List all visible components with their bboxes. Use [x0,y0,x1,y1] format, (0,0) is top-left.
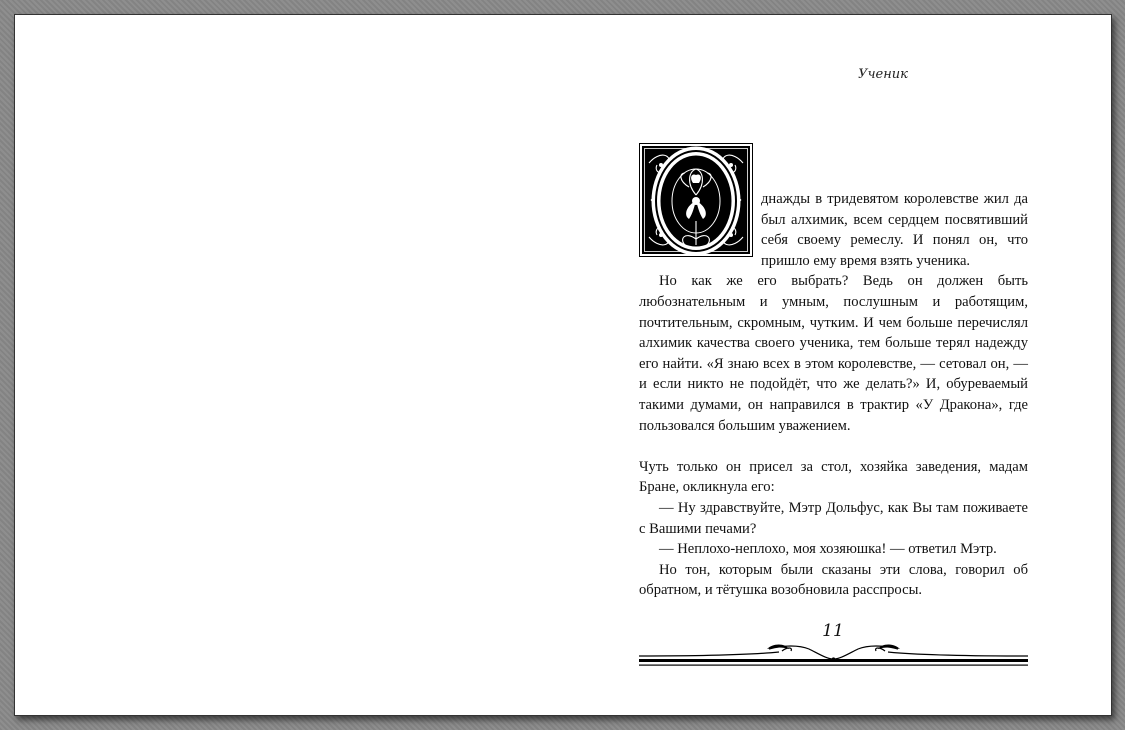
paragraph-6: Но тон, которым были сказаны эти слова, говорил об обратном, и тётушка возобновила расспросы. [639,561,1028,599]
ornamental-drop-cap [639,143,753,257]
paragraph-3: Чуть только он присел за стол, хозяйка заведения, мадам Бране, окликнула его: [639,458,1028,496]
decorative-swash-rule-icon [639,619,1028,669]
footer-ornament [639,619,1028,669]
floral-initial-o-icon [639,143,753,257]
page-number: 11 [822,621,844,641]
right-page [563,15,1111,715]
left-page-blank [15,15,563,715]
body-text [639,189,1028,601]
running-head: Ученик [858,67,908,82]
paragraph-1: днажды в тридевятом королевстве жил да был алхимик, всем сердцем посвятивший себя своему ремеслу. И понял он, что пришло ему время взять ученика. [761,191,1028,269]
book-spread [14,14,1112,716]
paragraph-4: — Ну здравствуйте, Мэтр Дольфус, как Вы там поживаете с Вашими печами? [639,499,1028,537]
paragraph-5: — Неплохо-неплохо, моя хозяюшка! — ответил Мэтр. [659,541,997,558]
paragraph-spacer [639,436,1028,457]
paragraph-2: Но как же его выбрать? Ведь он должен быть любознательным и умным, послушным и работящим, почтительным, скромным, чутким. И чем больше перечислял алхимик качества своего ученика, тем больше терял надежду его найти. «Я знаю всех в этом королевстве, — сетовал он, — и если никто не подойдёт, что же делать?» И, обуреваемый такими думами, он направился в трактир «У Дракона», где пользовался большим уважением. [639,273,1028,434]
